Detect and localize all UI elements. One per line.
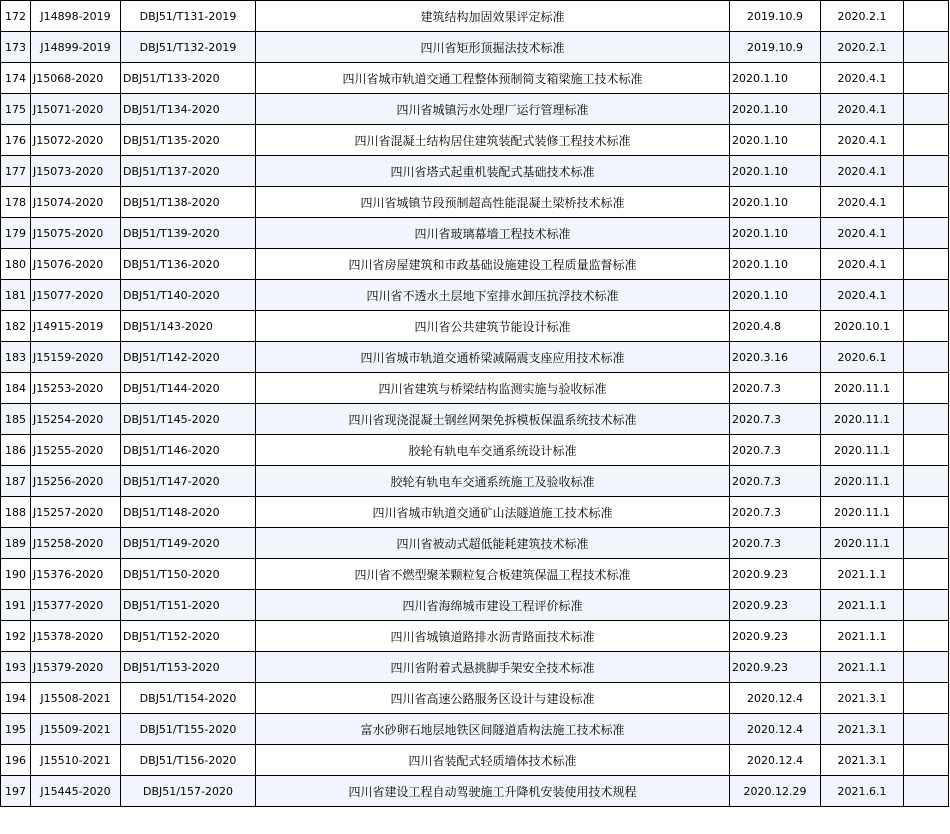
row-number-cell: 176 — [1, 125, 31, 156]
remarks-cell — [904, 1, 949, 32]
registration-number-cell: J15378-2020 — [31, 621, 121, 652]
standard-title-cell: 富水砂卵石地层地铁区间隧道盾构法施工技术标准 — [256, 714, 730, 745]
issue-date-cell: 2020.12.4 — [730, 714, 821, 745]
registration-number-cell: J15508-2021 — [31, 683, 121, 714]
standard-title-cell: 四川省矩形顶掘法技术标准 — [256, 32, 730, 63]
registration-number-cell: J15445-2020 — [31, 776, 121, 807]
standard-title-cell: 四川省玻璃幕墙工程技术标准 — [256, 218, 730, 249]
registration-number-cell: J15072-2020 — [31, 125, 121, 156]
issue-date-cell: 2020.7.3 — [730, 466, 821, 497]
standard-title-cell: 四川省装配式轻质墙体技术标准 — [256, 745, 730, 776]
effective-date-cell: 2021.3.1 — [821, 683, 904, 714]
standard-number-cell: DBJ51/143-2020 — [121, 311, 256, 342]
effective-date-cell: 2021.3.1 — [821, 745, 904, 776]
effective-date-cell: 2020.4.1 — [821, 249, 904, 280]
standard-title-cell: 四川省城市轨道交通矿山法隧道施工技术标准 — [256, 497, 730, 528]
registration-number-cell: J15073-2020 — [31, 156, 121, 187]
row-number-cell: 190 — [1, 559, 31, 590]
table-row — [1, 776, 949, 807]
registration-number-cell: J15074-2020 — [31, 187, 121, 218]
standard-number-cell: DBJ51/T136-2020 — [121, 249, 256, 280]
row-number-cell: 186 — [1, 435, 31, 466]
row-number-cell: 192 — [1, 621, 31, 652]
registration-number-cell: J15075-2020 — [31, 218, 121, 249]
standard-number-cell: DBJ51/T137-2020 — [121, 156, 256, 187]
remarks-cell — [904, 435, 949, 466]
standard-title-cell: 四川省不透水土层地下室排水卸压抗浮技术标准 — [256, 280, 730, 311]
row-number-cell: 175 — [1, 94, 31, 125]
standard-number-cell: DBJ51/T147-2020 — [121, 466, 256, 497]
table-row — [1, 466, 949, 497]
row-number-cell: 191 — [1, 590, 31, 621]
effective-date-cell: 2021.3.1 — [821, 714, 904, 745]
remarks-cell — [904, 187, 949, 218]
table-row — [1, 1, 949, 32]
row-number-cell: 177 — [1, 156, 31, 187]
remarks-cell — [904, 621, 949, 652]
remarks-cell — [904, 559, 949, 590]
standard-title-cell: 四川省混凝土结构居住建筑装配式装修工程技术标准 — [256, 125, 730, 156]
remarks-cell — [904, 94, 949, 125]
standard-title-cell: 建筑结构加固效果评定标准 — [256, 1, 730, 32]
effective-date-cell: 2021.1.1 — [821, 559, 904, 590]
issue-date-cell: 2020.7.3 — [730, 373, 821, 404]
table-row — [1, 280, 949, 311]
registration-number-cell: J15379-2020 — [31, 652, 121, 683]
table-row — [1, 590, 949, 621]
effective-date-cell: 2020.4.1 — [821, 125, 904, 156]
effective-date-cell: 2020.11.1 — [821, 528, 904, 559]
issue-date-cell: 2020.7.3 — [730, 497, 821, 528]
remarks-cell — [904, 125, 949, 156]
registration-number-cell: J15257-2020 — [31, 497, 121, 528]
remarks-cell — [904, 32, 949, 63]
effective-date-cell: 2020.11.1 — [821, 466, 904, 497]
standard-title-cell: 四川省房屋建筑和市政基础设施建设工程质量监督标准 — [256, 249, 730, 280]
row-number-cell: 180 — [1, 249, 31, 280]
effective-date-cell: 2020.2.1 — [821, 1, 904, 32]
effective-date-cell: 2020.4.1 — [821, 218, 904, 249]
table-row — [1, 125, 949, 156]
remarks-cell — [904, 683, 949, 714]
effective-date-cell: 2020.10.1 — [821, 311, 904, 342]
standard-number-cell: DBJ51/T155-2020 — [121, 714, 256, 745]
standard-number-cell: DBJ51/T148-2020 — [121, 497, 256, 528]
issue-date-cell: 2020.1.10 — [730, 63, 821, 94]
row-number-cell: 184 — [1, 373, 31, 404]
standard-number-cell: DBJ51/T150-2020 — [121, 559, 256, 590]
issue-date-cell: 2020.9.23 — [730, 652, 821, 683]
standard-number-cell: DBJ51/T153-2020 — [121, 652, 256, 683]
standard-number-cell: DBJ51/T145-2020 — [121, 404, 256, 435]
remarks-cell — [904, 373, 949, 404]
issue-date-cell: 2020.1.10 — [730, 218, 821, 249]
row-number-cell: 182 — [1, 311, 31, 342]
issue-date-cell: 2020.3.16 — [730, 342, 821, 373]
registration-number-cell: J15077-2020 — [31, 280, 121, 311]
table-row — [1, 683, 949, 714]
issue-date-cell: 2020.1.10 — [730, 125, 821, 156]
issue-date-cell: 2020.9.23 — [730, 590, 821, 621]
registration-number-cell: J14898-2019 — [31, 1, 121, 32]
issue-date-cell: 2020.12.4 — [730, 745, 821, 776]
standard-number-cell: DBJ51/T135-2020 — [121, 125, 256, 156]
issue-date-cell: 2020.7.3 — [730, 435, 821, 466]
effective-date-cell: 2020.4.1 — [821, 280, 904, 311]
table-row — [1, 373, 949, 404]
table-row — [1, 63, 949, 94]
table-row — [1, 187, 949, 218]
registration-number-cell: J15253-2020 — [31, 373, 121, 404]
standard-number-cell: DBJ51/T139-2020 — [121, 218, 256, 249]
effective-date-cell: 2021.1.1 — [821, 652, 904, 683]
issue-date-cell: 2020.12.29 — [730, 776, 821, 807]
effective-date-cell: 2020.6.1 — [821, 342, 904, 373]
standard-number-cell: DBJ51/T131-2019 — [121, 1, 256, 32]
effective-date-cell: 2020.4.1 — [821, 156, 904, 187]
table-row — [1, 435, 949, 466]
registration-number-cell: J15377-2020 — [31, 590, 121, 621]
table-row — [1, 218, 949, 249]
issue-date-cell: 2020.1.10 — [730, 280, 821, 311]
standard-title-cell: 四川省城镇污水处理厂运行管理标准 — [256, 94, 730, 125]
remarks-cell — [904, 218, 949, 249]
effective-date-cell: 2020.4.1 — [821, 187, 904, 218]
standard-number-cell: DBJ51/T144-2020 — [121, 373, 256, 404]
standard-title-cell: 四川省城镇节段预制超高性能混凝土梁桥技术标准 — [256, 187, 730, 218]
issue-date-cell: 2020.1.10 — [730, 156, 821, 187]
table-row — [1, 497, 949, 528]
standard-title-cell: 胶轮有轨电车交通系统施工及验收标准 — [256, 466, 730, 497]
registration-number-cell: J15255-2020 — [31, 435, 121, 466]
standard-number-cell: DBJ51/157-2020 — [121, 776, 256, 807]
effective-date-cell: 2020.2.1 — [821, 32, 904, 63]
remarks-cell — [904, 590, 949, 621]
remarks-cell — [904, 776, 949, 807]
remarks-cell — [904, 404, 949, 435]
registration-number-cell: J15509-2021 — [31, 714, 121, 745]
table-row — [1, 342, 949, 373]
standard-title-cell: 四川省公共建筑节能设计标准 — [256, 311, 730, 342]
standard-title-cell: 四川省城镇道路排水沥青路面技术标准 — [256, 621, 730, 652]
remarks-cell — [904, 311, 949, 342]
issue-date-cell: 2020.12.4 — [730, 683, 821, 714]
row-number-cell: 172 — [1, 1, 31, 32]
remarks-cell — [904, 466, 949, 497]
standard-number-cell: DBJ51/T152-2020 — [121, 621, 256, 652]
standard-number-cell: DBJ51/T156-2020 — [121, 745, 256, 776]
table-row — [1, 714, 949, 745]
standard-title-cell: 四川省高速公路服务区设计与建设标准 — [256, 683, 730, 714]
standard-title-cell: 四川省建筑与桥梁结构监测实施与验收标准 — [256, 373, 730, 404]
effective-date-cell: 2020.11.1 — [821, 497, 904, 528]
standard-title-cell: 四川省海绵城市建设工程评价标准 — [256, 590, 730, 621]
standards-table-body — [1, 1, 949, 807]
table-row — [1, 94, 949, 125]
registration-number-cell: J15376-2020 — [31, 559, 121, 590]
standard-number-cell: DBJ51/T138-2020 — [121, 187, 256, 218]
standard-title-cell: 四川省建设工程自动驾驶施工升降机安装使用技术规程 — [256, 776, 730, 807]
table-row — [1, 311, 949, 342]
row-number-cell: 179 — [1, 218, 31, 249]
row-number-cell: 187 — [1, 466, 31, 497]
standard-title-cell: 四川省被动式超低能耗建筑技术标准 — [256, 528, 730, 559]
row-number-cell: 188 — [1, 497, 31, 528]
issue-date-cell: 2020.9.23 — [730, 559, 821, 590]
remarks-cell — [904, 528, 949, 559]
effective-date-cell: 2020.11.1 — [821, 404, 904, 435]
row-number-cell: 185 — [1, 404, 31, 435]
issue-date-cell: 2020.4.8 — [730, 311, 821, 342]
remarks-cell — [904, 63, 949, 94]
table-row — [1, 249, 949, 280]
registration-number-cell: J15258-2020 — [31, 528, 121, 559]
effective-date-cell: 2020.4.1 — [821, 63, 904, 94]
table-row — [1, 745, 949, 776]
registration-number-cell: J15076-2020 — [31, 249, 121, 280]
effective-date-cell: 2021.1.1 — [821, 590, 904, 621]
row-number-cell: 178 — [1, 187, 31, 218]
issue-date-cell: 2020.7.3 — [730, 404, 821, 435]
issue-date-cell: 2019.10.9 — [730, 32, 821, 63]
remarks-cell — [904, 280, 949, 311]
row-number-cell: 194 — [1, 683, 31, 714]
row-number-cell: 189 — [1, 528, 31, 559]
registration-number-cell: J15159-2020 — [31, 342, 121, 373]
standard-number-cell: DBJ51/T134-2020 — [121, 94, 256, 125]
issue-date-cell: 2020.7.3 — [730, 528, 821, 559]
standard-title-cell: 四川省不燃型聚苯颗粒复合板建筑保温工程技术标准 — [256, 559, 730, 590]
table-row — [1, 404, 949, 435]
issue-date-cell: 2020.9.23 — [730, 621, 821, 652]
standard-title-cell: 四川省城市轨道交通桥梁减隔震支座应用技术标准 — [256, 342, 730, 373]
registration-number-cell: J15510-2021 — [31, 745, 121, 776]
remarks-cell — [904, 156, 949, 187]
table-row — [1, 559, 949, 590]
remarks-cell — [904, 745, 949, 776]
remarks-cell — [904, 249, 949, 280]
registration-number-cell: J15068-2020 — [31, 63, 121, 94]
effective-date-cell: 2020.11.1 — [821, 373, 904, 404]
effective-date-cell: 2021.1.1 — [821, 621, 904, 652]
row-number-cell: 183 — [1, 342, 31, 373]
issue-date-cell: 2020.1.10 — [730, 94, 821, 125]
standard-number-cell: DBJ51/T132-2019 — [121, 32, 256, 63]
issue-date-cell: 2020.1.10 — [730, 249, 821, 280]
row-number-cell: 197 — [1, 776, 31, 807]
remarks-cell — [904, 497, 949, 528]
row-number-cell: 193 — [1, 652, 31, 683]
standard-number-cell: DBJ51/T151-2020 — [121, 590, 256, 621]
standard-number-cell: DBJ51/T140-2020 — [121, 280, 256, 311]
issue-date-cell: 2019.10.9 — [730, 1, 821, 32]
issue-date-cell: 2020.1.10 — [730, 187, 821, 218]
table-row — [1, 621, 949, 652]
remarks-cell — [904, 652, 949, 683]
row-number-cell: 173 — [1, 32, 31, 63]
standard-number-cell: DBJ51/T154-2020 — [121, 683, 256, 714]
registration-number-cell: J15071-2020 — [31, 94, 121, 125]
standard-number-cell: DBJ51/T149-2020 — [121, 528, 256, 559]
registration-number-cell: J14899-2019 — [31, 32, 121, 63]
standard-number-cell: DBJ51/T133-2020 — [121, 63, 256, 94]
row-number-cell: 181 — [1, 280, 31, 311]
table-row — [1, 652, 949, 683]
row-number-cell: 196 — [1, 745, 31, 776]
standard-title-cell: 四川省塔式起重机装配式基础技术标准 — [256, 156, 730, 187]
standard-number-cell: DBJ51/T146-2020 — [121, 435, 256, 466]
row-number-cell: 174 — [1, 63, 31, 94]
row-number-cell: 195 — [1, 714, 31, 745]
standard-title-cell: 四川省附着式悬挑脚手架安全技术标准 — [256, 652, 730, 683]
remarks-cell — [904, 714, 949, 745]
table-row — [1, 156, 949, 187]
standard-number-cell: DBJ51/T142-2020 — [121, 342, 256, 373]
effective-date-cell: 2020.11.1 — [821, 435, 904, 466]
standard-title-cell: 四川省现浇混凝土钢丝网架免拆模板保温系统技术标准 — [256, 404, 730, 435]
registration-number-cell: J14915-2019 — [31, 311, 121, 342]
standard-title-cell: 四川省城市轨道交通工程整体预制简支箱梁施工技术标准 — [256, 63, 730, 94]
standard-title-cell: 胶轮有轨电车交通系统设计标准 — [256, 435, 730, 466]
effective-date-cell: 2020.4.1 — [821, 94, 904, 125]
effective-date-cell: 2021.6.1 — [821, 776, 904, 807]
registration-number-cell: J15254-2020 — [31, 404, 121, 435]
registration-number-cell: J15256-2020 — [31, 466, 121, 497]
table-row — [1, 528, 949, 559]
table-row — [1, 32, 949, 63]
remarks-cell — [904, 342, 949, 373]
